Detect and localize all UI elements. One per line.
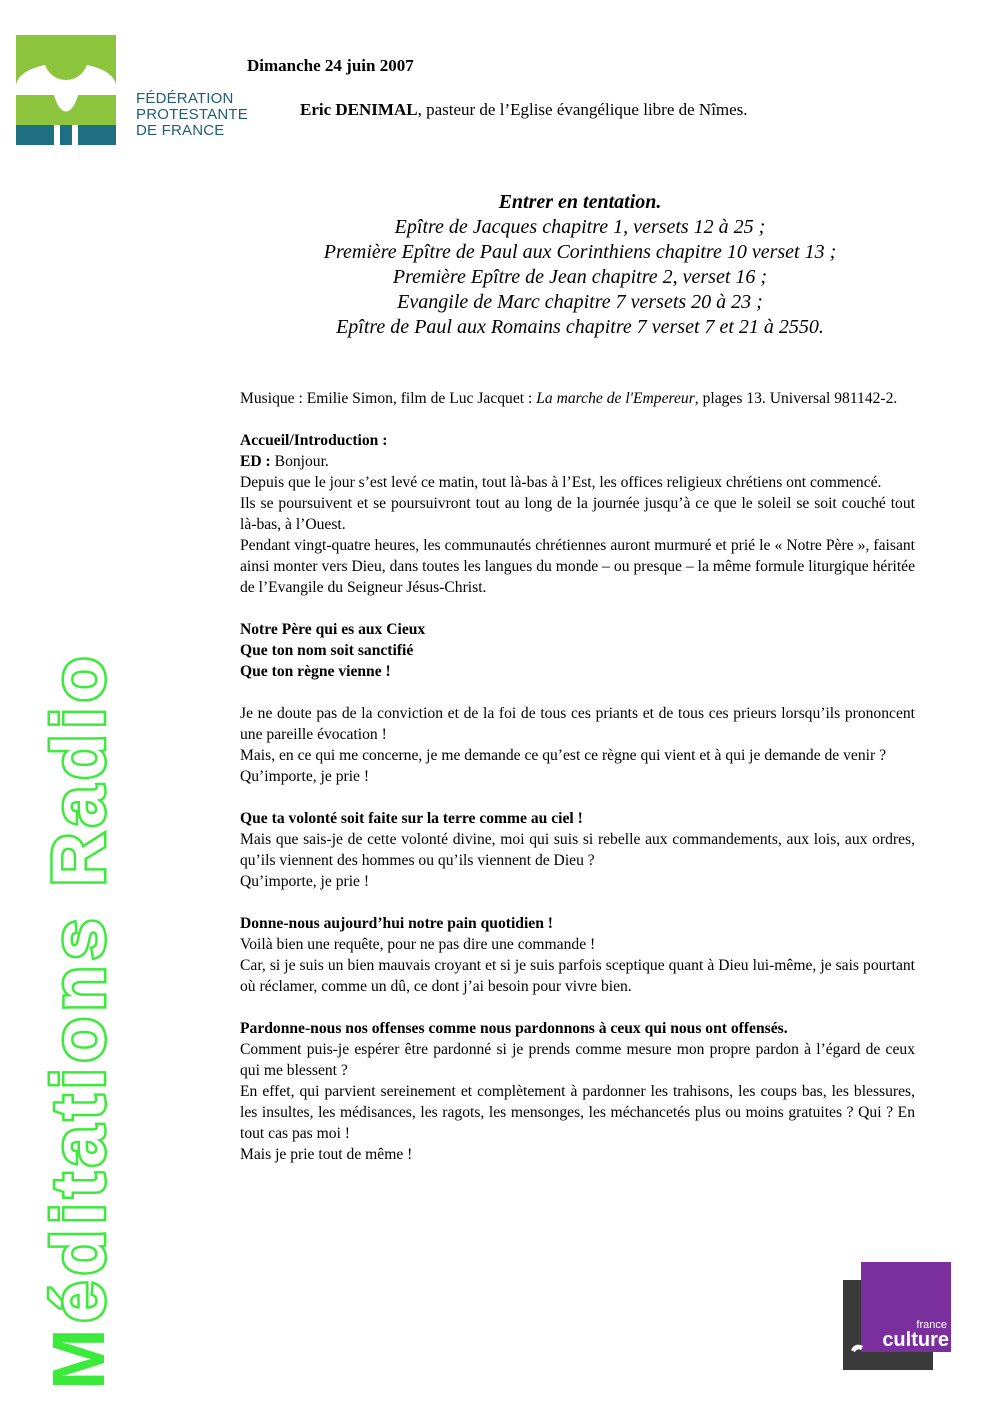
author-role: , pasteur de l’Eglise évangélique libre de Nîmes. (417, 100, 748, 119)
prayer-line: Notre Père qui es aux Cieux (240, 621, 426, 638)
scripture-ref: Première Epître de Paul aux Corinthiens chapitre 10 verset 13 ; (323, 241, 837, 263)
paragraph: Comment puis-je espérer être pardonné si je prends comme mesure mon propre pardon à l’égard de ceux qui me blessent ? (240, 1041, 915, 1079)
fpf-line3: DE FRANCE (136, 122, 225, 139)
paragraph: Voilà bien une requête, pour ne pas dire une commande ! (240, 936, 596, 953)
fpf-line2: PROTESTANTE (136, 106, 248, 123)
fc-line2: culture (882, 1329, 949, 1351)
france-culture-emblem-icon (843, 1262, 953, 1370)
paragraph: Mais que sais-je de cette volonté divine, moi qui suis si rebelle aux commandements, aux lois, aux ordres, qu’ils viennent des hommes ou qu’ils viennent de Dieu ? (240, 831, 915, 869)
federation-protestante-logo (16, 35, 246, 147)
sermon-title-block (240, 190, 920, 340)
scripture-ref: Epître de Jacques chapitre 1, versets 12 à 25 ; (394, 216, 766, 238)
music-album: La marche de l'Empereur (536, 390, 695, 407)
paragraph: Mais je prie tout de même ! (240, 1146, 413, 1163)
paragraph: Pendant vingt-quatre heures, les communautés chrétiennes auront murmuré et prié le « Notre Père », faisant ainsi monter vers Dieu, dans toutes les langues du monde – ou presque – la même formule liturgique héritée de l’Evangile du Seigneur Jésus-Christ. (240, 537, 915, 596)
paragraph: Qu’importe, je prie ! (240, 873, 370, 890)
intro-heading: Accueil/Introduction : (240, 432, 388, 449)
sermon-body (240, 388, 915, 1165)
paragraph: Je ne doute pas de la conviction et de la foi de tous ces priants et de tous ces prieurs lorsqu’ils prononcent une pareille évocation ! (240, 705, 915, 743)
fpf-line1: FÉDÉRATION (136, 90, 234, 107)
prayer-line: Que ton nom soit sanctifié (240, 642, 414, 659)
broadcast-date: Dimanche 24 juin 2007 (247, 56, 414, 75)
france-culture-logo (843, 1262, 953, 1370)
music-prefix: Musique : Emilie Simon, film de Luc Jacquet : (240, 390, 537, 407)
scripture-ref: Evangile de Marc chapitre 7 versets 20 à 23 ; (397, 291, 763, 313)
fc-line1: france (916, 1319, 947, 1331)
prayer-heading: Que ta volonté soit faite sur la terre comme au ciel ! (240, 810, 583, 827)
fpf-emblem-icon (16, 35, 126, 147)
paragraph: Depuis que le jour s’est levé ce matin, tout là-bas à l’Est, les offices religieux chrétiens ont commencé. (240, 474, 882, 491)
speaker-label: ED : (240, 453, 271, 470)
paragraph: En effet, qui parvient sereinement et complètement à pardonner les trahisons, les coups bas, les blessures, les insultes, les médisances, les ragots, les mensonges, les méchancetés plus ou moins gratuites ? Qui ? En tout cas pas moi ! (240, 1083, 915, 1142)
scripture-ref: Première Epître de Jean chapitre 2, verset 16 ; (392, 266, 768, 288)
sermon-title: Entrer en tentation. (498, 191, 662, 213)
music-credit (240, 388, 915, 409)
scripture-ref: Epître de Paul aux Romains chapitre 7 verset 7 et 21 à 2550. (336, 316, 824, 338)
prayer-line: Que ton règne vienne ! (240, 663, 391, 680)
music-suffix: , plages 13. Universal 981142-2. (694, 390, 898, 407)
paragraph: Qu’importe, je prie ! (240, 768, 370, 785)
paragraph: Ils se poursuivent et se poursuivront tout au long de la journée jusqu’à ce que le soleil se soit couché tout là-bas, à l’Ouest. (240, 495, 915, 533)
fpf-logo-text (136, 91, 248, 139)
prayer-heading: Donne-nous aujourd’hui notre pain quotidien ! (240, 915, 553, 932)
greeting-text: Bonjour. (270, 453, 329, 470)
ed-greeting (240, 451, 915, 472)
meditations-radio-side-title (36, 651, 121, 1390)
side-title-initial: M (37, 1322, 120, 1390)
side-title-rest: éditations Radio (37, 650, 120, 1323)
author-line (300, 100, 748, 120)
paragraph: Car, si je suis un bien mauvais croyant et si je suis parfois sceptique quant à Dieu lui-même, je sais pourtant où réclamer, comme un dû, ce dont j’ai besoin pour vivre bien. (240, 957, 915, 995)
author-name: Eric DENIMAL (300, 100, 418, 119)
prayer-heading: Pardonne-nous nos offenses comme nous pardonnons à ceux qui nous ont offensés. (240, 1020, 788, 1037)
paragraph: Mais, en ce qui me concerne, je me demande ce qu’est ce règne qui vient et à qui je demande de venir ? (240, 747, 886, 764)
